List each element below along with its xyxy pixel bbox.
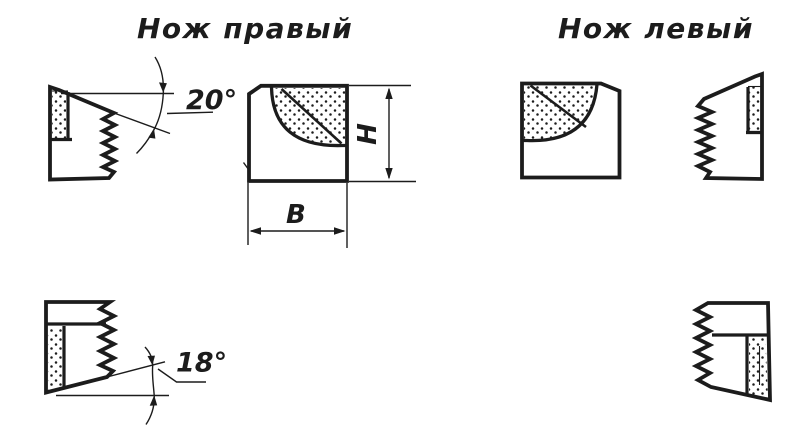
arc-arrow-top bbox=[159, 82, 167, 92]
dim-arrow-right bbox=[334, 227, 346, 235]
left-knife-side-view bbox=[698, 74, 762, 179]
width-label: В bbox=[286, 200, 306, 230]
angle-arc bbox=[137, 57, 164, 154]
cutting-edge-extension-line bbox=[114, 113, 170, 134]
dim-arrow-up bbox=[385, 88, 392, 100]
dim-arrow-left bbox=[250, 227, 262, 235]
right-knife-front-view bbox=[244, 86, 417, 249]
carbide-insert-stipple bbox=[749, 338, 768, 398]
arc-arrow-top bbox=[148, 356, 156, 366]
width-dimension bbox=[248, 183, 347, 248]
left-knife-title: Нож левый bbox=[558, 12, 754, 45]
edge-extension-line bbox=[107, 362, 165, 377]
height-label: H bbox=[353, 123, 383, 145]
right-knife-bottom-view bbox=[46, 302, 227, 425]
height-dimension bbox=[349, 86, 416, 182]
carbide-insert-stipple bbox=[48, 328, 62, 391]
carbide-insert-stipple bbox=[749, 87, 761, 131]
clearance-angle-label: 18° bbox=[176, 347, 228, 379]
left-knife-bottom-view bbox=[696, 303, 770, 400]
left-knife-front-view bbox=[522, 84, 620, 178]
dim-arrow-down bbox=[385, 168, 392, 180]
arc-arrow-bottom bbox=[150, 395, 158, 406]
right-knife-side-view bbox=[50, 57, 237, 180]
right-knife-title: Нож правый bbox=[137, 12, 354, 45]
carbide-insert-stipple bbox=[52, 91, 66, 138]
rake-angle-label: 20° bbox=[186, 85, 238, 116]
